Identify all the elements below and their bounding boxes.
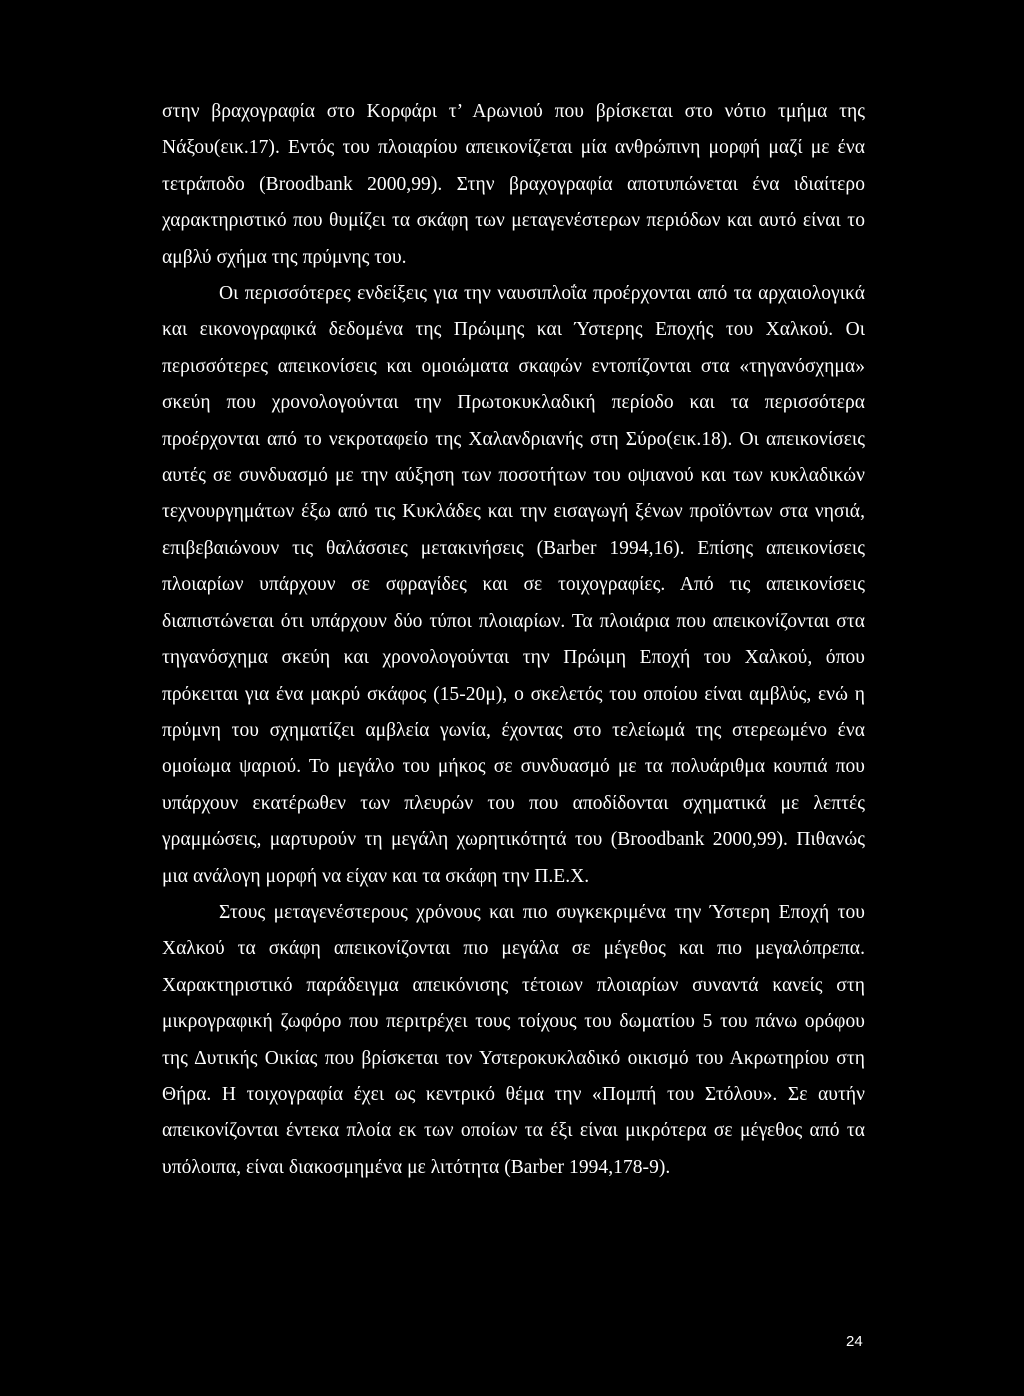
text-body	[162, 94, 865, 1186]
paragraph-3: Στους μεταγενέστερους χρόνους και πιο συγκεκριμένα την Ύστερη Εποχή του Χαλκού τα σκάφη απεικονίζονται πιο μεγάλα σε μέγεθος και πιο μεγαλόπρεπα. Χαρακτηριστικό παράδειγμα απεικόνισης τέτοιων πλοιαρίων συναντά κανείς στη μικρογραφική ζωφόρο που περιτρέχει τους τοίχους του δωματίου 5 του πάνω ορόφου της Δυτικής Οικίας που βρίσκεται τον Υστεροκυκλαδικό οικισμό του Ακρωτηρίου στη Θήρα. Η τοιχογραφία έχει ως κεντρικό θέμα την «Πομπή του Στόλου». Σε αυτήν απεικονίζονται έντεκα πλοία εκ των οποίων τα έξι είναι μικρότερα σε μέγεθος από τα υπόλοιπα, είναι διακοσμημένα με λιτότητα (Barber 1994,178-9).	[162, 901, 865, 1178]
page-number: 24	[846, 1333, 863, 1350]
paragraph-1: στην βραχογραφία στο Κορφάρι τ’ Αρωνιού που βρίσκεται στο νότιο τμήμα της Νάξου(εικ.17). Εντός του πλοιαρίου απεικονίζεται μία ανθρώπινη μορφή μαζί με ένα τετράποδο (Broodbank 2000,99). Στην βραχογραφία αποτυπώνεται ένα ιδιαίτερο χαρακτηριστικό που θυμίζει τα σκάφη των μεταγενέστερων περιόδων και αυτό είναι το αμβλύ σχήμα της πρύμνης του.	[162, 101, 865, 268]
paragraph-2: Οι περισσότερες ενδείξεις για την ναυσιπλοΐα προέρχονται από τα αρχαιολογικά και εικονογραφικά δεδομένα της Πρώιμης και Ύστερης Εποχής του Χαλκού. Οι περισσότερες απεικονίσεις και ομοιώματα σκαφών εντοπίζονται στα «τηγανόσχημα» σκεύη που χρονολογούνται την Πρωτοκυκλαδική περίοδο και τα περισσότερα προέρχονται από το νεκροταφείο της Χαλανδριανής στη Σύρο(εικ.18). Οι απεικονίσεις αυτές σε συνδυασμό με την αύξηση των ποσοτήτων του οψιανού και των κυκλαδικών τεχνουργημάτων έξω από τις Κυκλάδες και την εισαγωγή ξένων προϊόντων στα νησιά, επιβεβαιώνουν τις θαλάσσιες μετακινήσεις (Barber 1994,16). Επίσης απεικονίσεις πλοιαρίων υπάρχουν σε σφραγίδες και σε τοιχογραφίες. Από τις απεικονίσεις διαπιστώνεται ότι υπάρχουν δύο τύποι πλοιαρίων. Τα πλοιάρια που απεικονίζονται στα τηγανόσχημα σκεύη και χρονολογούνται την Πρώιμη Εποχή του Χαλκού, όπου πρόκειται για ένα μακρύ σκάφος (15-20μ), ο σκελετός του οποίου είναι αμβλύς, ενώ η πρύμνη του σχηματίζει αμβλεία γωνία, έχοντας στο τελείωμά της στερεωμένο ένα ομοίωμα ψαριού. Το μεγάλο του μήκος σε συνδυασμό με τα πολυάριθμα κουπιά που υπάρχουν εκατέρωθεν των πλευρών του που αποδίδονται σχηματικά με λεπτές γραμμώσεις, μαρτυρούν τη μεγάλη χωρητικότητά του (Broodbank 2000,99). Πιθανώς μια ανάλογη μορφή να είχαν και τα σκάφη την Π.Ε.Χ.	[162, 283, 865, 887]
